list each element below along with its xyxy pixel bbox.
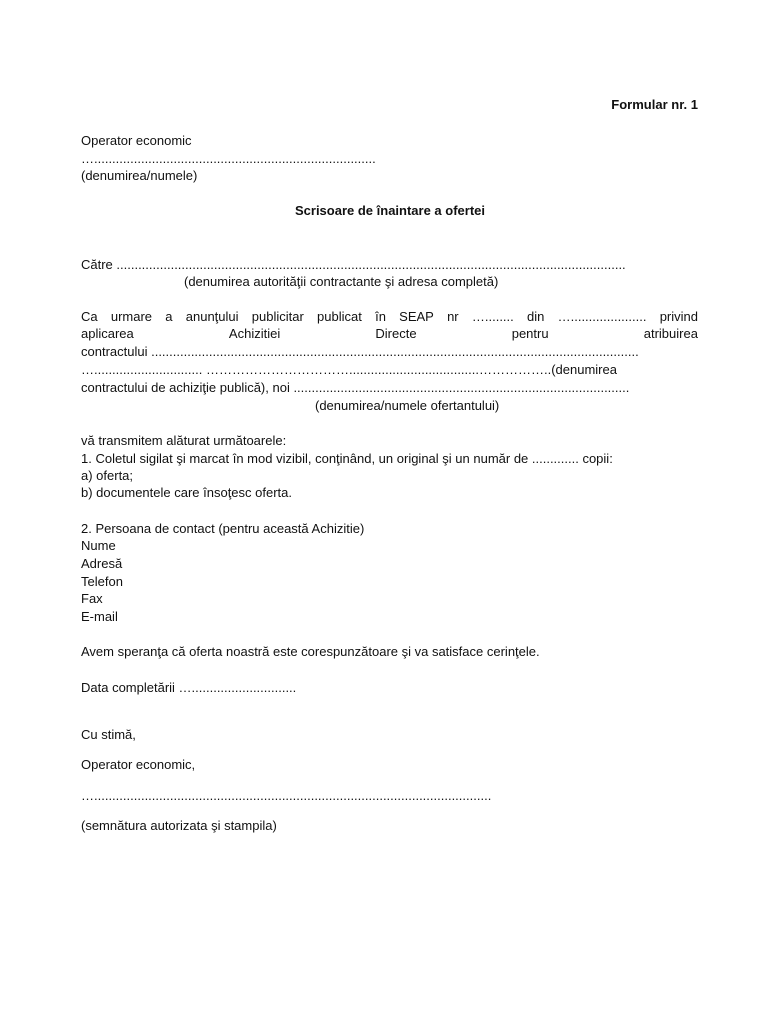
body-line-1: [81, 308, 698, 326]
body-word: Directe: [375, 326, 417, 341]
body-word: în: [375, 309, 386, 324]
form-number: Formular nr. 1: [611, 97, 698, 112]
body-word: atribuirea: [643, 326, 698, 341]
recipient-caption: (denumirea autorităţii contractante şi adresa completă): [184, 274, 499, 289]
contact-field-phone: Telefon: [81, 574, 123, 589]
body-line-2: [81, 325, 698, 343]
body-word: aplicarea: [81, 326, 134, 341]
body-word: din: [527, 309, 545, 324]
body-word: Ca: [81, 309, 98, 324]
transmit-intro: vă transmitem alăturat următoarele:: [81, 433, 287, 448]
body-word: publicat: [317, 309, 362, 324]
body-word: privind: [659, 309, 698, 324]
document-title: Scrisoare de înaintare a ofertei: [294, 203, 486, 218]
body-word: a: [165, 309, 173, 324]
bidder-caption: (denumirea/numele ofertantului): [315, 398, 500, 413]
body-word: nr: [447, 309, 459, 324]
recipient-line: Către .............................................................................................................................................: [81, 257, 626, 272]
body-word: Achizitiei: [228, 326, 281, 341]
body-word: …........: [471, 309, 514, 324]
closing-hope: Avem speranţa că oferta noastră este corespunzătoare şi va satisface cerinţele.: [81, 644, 540, 659]
body-word: urmare: [110, 309, 153, 324]
contact-field-email: E-mail: [81, 609, 118, 624]
signature-operator-label: Operator economic,: [81, 757, 196, 772]
contact-field-address: Adresă: [81, 556, 123, 571]
operator-dots: …..............................................................................: [81, 151, 376, 166]
body-word: anunţului: [185, 309, 239, 324]
regards: Cu stimă,: [81, 727, 136, 742]
signature-line: …..............................................................................................................: [81, 788, 492, 803]
contact-field-name: Nume: [81, 538, 116, 553]
transmit-item-a: a) oferta;: [81, 468, 134, 483]
body-word: publicitar: [251, 309, 304, 324]
body-line-5: contractului de achiziţie publică), noi .............................................................................................: [81, 380, 630, 395]
transmit-item-1: 1. Coletul sigilat şi marcat în mod vizibil, conţinând, un original şi un număr de ............. copii:: [81, 451, 613, 466]
operator-label: Operator economic: [81, 133, 192, 148]
body-line-3: contractului .......................................................................................................................................: [81, 344, 639, 359]
body-word: SEAP: [399, 309, 434, 324]
body-word: pentru: [511, 326, 549, 341]
contact-field-fax: Fax: [81, 591, 103, 606]
contact-heading: 2. Persoana de contact (pentru această Achizitie): [81, 521, 365, 536]
operator-caption: (denumirea/numele): [81, 168, 198, 183]
transmit-item-b: b) documentele care însoţesc oferta.: [81, 485, 293, 500]
body-line-4: ….............................. ……………………………....................................……………..(denumirea: [81, 362, 617, 377]
signature-caption: (semnătura autorizata şi stampila): [81, 818, 277, 833]
body-word: ….....................: [557, 309, 647, 324]
completion-date: Data completării ….............................: [81, 680, 297, 695]
